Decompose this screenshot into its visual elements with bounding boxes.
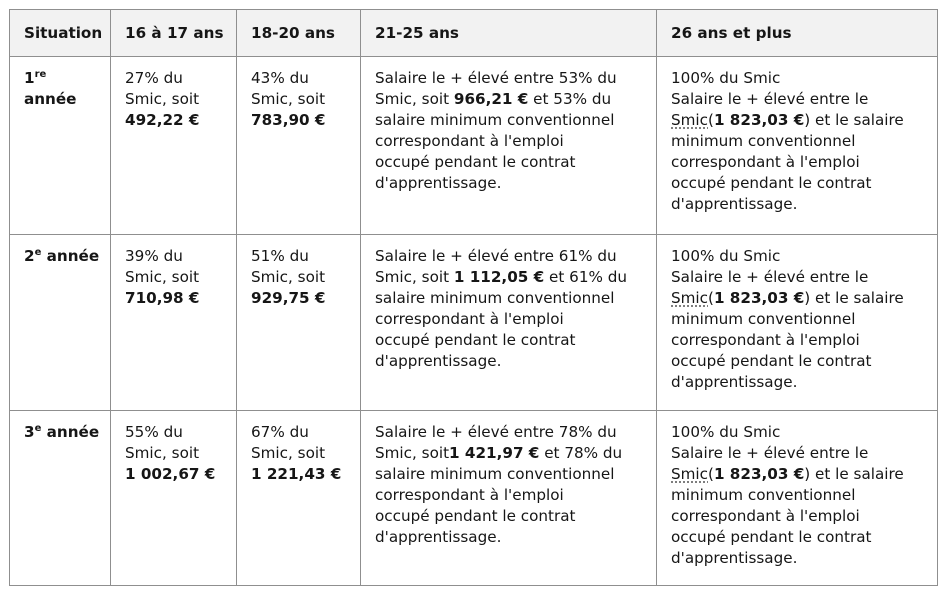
cell-text: 100% du Smic <box>671 247 781 265</box>
cell-text: d'apprentissage. <box>375 352 502 370</box>
cell-text: Smic, soit <box>375 444 450 462</box>
cell-text: correspondant à l'emploi <box>375 310 564 328</box>
cell-text: correspondant à l'emploi <box>671 507 860 525</box>
cell-amount: 929,75 € <box>251 289 326 307</box>
year-label: année <box>46 423 100 441</box>
cell-text: Smic, soit <box>125 268 200 286</box>
cell-text: Smic, soit <box>375 90 454 108</box>
row-label-year-3 <box>10 411 111 586</box>
year-ordinal-suffix: e <box>34 423 42 434</box>
cell-text: ( <box>708 465 714 483</box>
cell-18-20 <box>237 411 361 586</box>
year-label: année <box>24 90 77 108</box>
cell-text: ) et le salaire <box>804 465 904 483</box>
cell-text: 39% du <box>125 247 183 265</box>
cell-text: d'apprentissage. <box>671 549 798 567</box>
cell-21-25 <box>361 411 657 586</box>
cell-text: 43% du <box>251 69 309 87</box>
cell-text: et 53% du <box>528 90 612 108</box>
header-age-18-20: 18-20 ans <box>237 10 361 57</box>
cell-text: salaire minimum conventionnel <box>375 465 615 483</box>
cell-text: occupé pendant le contrat <box>375 507 576 525</box>
cell-text: occupé pendant le contrat <box>375 331 576 349</box>
cell-amount: 492,22 € <box>125 111 200 129</box>
cell-amount: 966,21 € <box>453 90 529 108</box>
cell-text: 27% du <box>125 69 183 87</box>
cell-text: 100% du Smic <box>671 423 781 441</box>
cell-text: Smic, soit <box>125 90 200 108</box>
apprentice-salary-table <box>9 9 938 586</box>
cell-16-17 <box>111 57 237 235</box>
year-number: 3 <box>24 423 35 441</box>
cell-amount: 1 823,03 € <box>713 289 805 307</box>
cell-text: 55% du <box>125 423 183 441</box>
cell-21-25 <box>361 235 657 411</box>
cell-text: minimum conventionnel <box>671 132 856 150</box>
header-age-16-17: 16 à 17 ans <box>111 10 237 57</box>
cell-amount: 1 002,67 € <box>125 465 216 483</box>
cell-text: 67% du <box>251 423 309 441</box>
table-row <box>10 411 938 586</box>
cell-26-plus <box>657 411 938 586</box>
cell-text: correspondant à l'emploi <box>671 331 860 349</box>
cell-text: ) et le salaire <box>804 111 904 129</box>
cell-text: et 78% du <box>539 444 623 462</box>
cell-text: Salaire le + élevé entre le <box>671 444 869 462</box>
cell-16-17 <box>111 411 237 586</box>
table-row <box>10 235 938 411</box>
cell-text: correspondant à l'emploi <box>375 486 564 504</box>
cell-text: ( <box>708 111 714 129</box>
cell-text: Salaire le + élevé entre le <box>671 90 869 108</box>
cell-21-25 <box>361 57 657 235</box>
table-header-row <box>10 10 938 57</box>
cell-text: Smic, soit <box>251 90 326 108</box>
year-ordinal-suffix: re <box>34 69 47 80</box>
row-label-year-1 <box>10 57 111 235</box>
year-number: 1 <box>24 69 35 87</box>
cell-text: occupé pendant le contrat <box>671 528 872 546</box>
smic-abbreviation[interactable]: Smic <box>671 111 709 129</box>
cell-amount: 1 823,03 € <box>713 111 805 129</box>
header-age-26-plus: 26 ans et plus <box>657 10 938 57</box>
cell-text: occupé pendant le contrat <box>671 174 872 192</box>
cell-text: correspondant à l'emploi <box>671 153 860 171</box>
cell-text: Smic, soit <box>251 268 326 286</box>
cell-text: salaire minimum conventionnel <box>375 111 615 129</box>
cell-text: d'apprentissage. <box>375 528 502 546</box>
cell-amount: 1 823,03 € <box>713 465 805 483</box>
cell-text: ) et le salaire <box>804 289 904 307</box>
table-row <box>10 57 938 235</box>
cell-text: ( <box>708 289 714 307</box>
cell-amount: 710,98 € <box>125 289 200 307</box>
cell-text: d'apprentissage. <box>375 174 502 192</box>
cell-amount: 1 112,05 € <box>453 268 545 286</box>
cell-text: salaire minimum conventionnel <box>375 289 615 307</box>
header-situation: Situation <box>10 10 111 57</box>
cell-26-plus <box>657 57 938 235</box>
cell-text: Salaire le + élevé entre le <box>671 268 869 286</box>
cell-text: d'apprentissage. <box>671 373 798 391</box>
cell-text: occupé pendant le contrat <box>671 352 872 370</box>
cell-amount: 1 221,43 € <box>251 465 342 483</box>
year-number: 2 <box>24 247 35 265</box>
cell-text: minimum conventionnel <box>671 310 856 328</box>
cell-26-plus <box>657 235 938 411</box>
cell-text: Smic, soit <box>375 268 454 286</box>
cell-text: minimum conventionnel <box>671 486 856 504</box>
cell-text: 100% du Smic <box>671 69 781 87</box>
cell-text: Salaire le + élevé entre 61% du <box>375 247 617 265</box>
smic-abbreviation[interactable]: Smic <box>671 465 709 483</box>
row-label-year-2 <box>10 235 111 411</box>
salary-table-container <box>9 9 937 584</box>
header-age-21-25: 21-25 ans <box>361 10 657 57</box>
cell-text: correspondant à l'emploi <box>375 132 564 150</box>
cell-text: Smic, soit <box>251 444 326 462</box>
cell-amount: 1 421,97 € <box>449 444 540 462</box>
cell-text: occupé pendant le contrat <box>375 153 576 171</box>
year-ordinal-suffix: e <box>34 247 42 258</box>
cell-text: et 61% du <box>544 268 628 286</box>
cell-text: Smic, soit <box>125 444 200 462</box>
year-label: année <box>46 247 100 265</box>
cell-16-17 <box>111 235 237 411</box>
cell-18-20 <box>237 57 361 235</box>
cell-text: Salaire le + élevé entre 78% du <box>375 423 617 441</box>
cell-text: 51% du <box>251 247 309 265</box>
cell-text: d'apprentissage. <box>671 195 798 213</box>
smic-abbreviation[interactable]: Smic <box>671 289 709 307</box>
cell-amount: 783,90 € <box>251 111 326 129</box>
cell-18-20 <box>237 235 361 411</box>
cell-text: Salaire le + élevé entre 53% du <box>375 69 617 87</box>
